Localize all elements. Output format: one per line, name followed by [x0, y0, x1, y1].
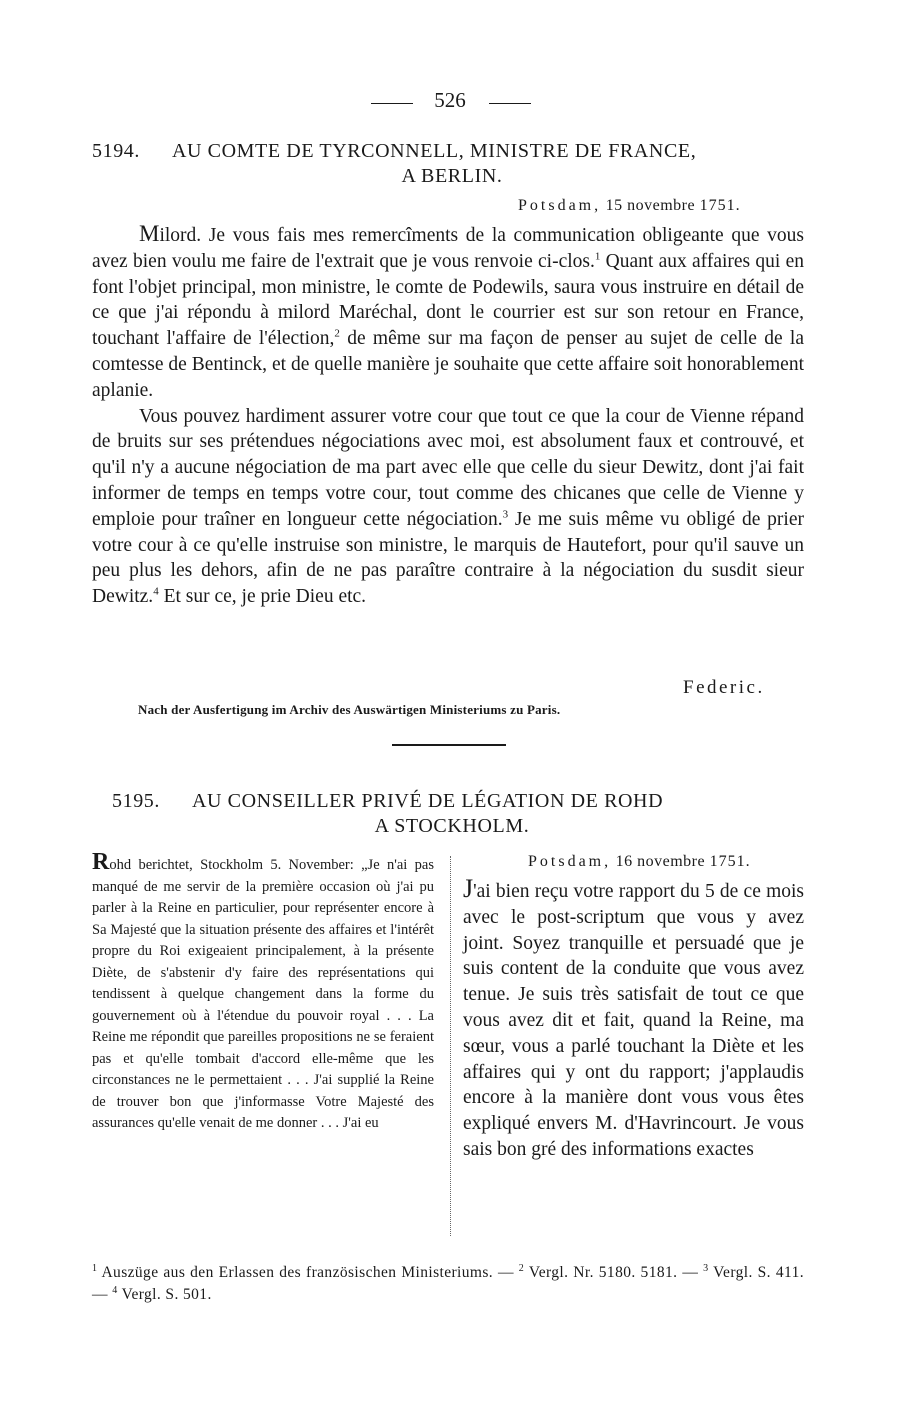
footnotes — [92, 1262, 804, 1306]
footnote-marker: 3 — [703, 1262, 709, 1274]
footnote-ref[interactable]: 3 — [502, 508, 509, 521]
reply-text: 'ai bien reçu votre rapport du 5 de ce mois avec le post-scriptum que vous y avez joint. Soyez tranquille et persuadé que je suis content de la conduite que vous avez tenue. Je suis très satisfait de tout ce que vous avez dit et fait, quand la Reine, ma sœur, vous a parlé touchant la Diète et les affaires qui y ont du rapport; j'applaudis encore à la manière dont vous vous êtes expliqué envers M. d'Havrincourt. Je vous sais bon gré des informations exactes — [463, 881, 804, 1160]
initial-letter: J — [463, 874, 474, 903]
reply-column — [463, 876, 804, 1163]
paragraph-text: Je me suis même vu obligé de prier votre cour à ce qu'elle instruise son ministre, le marquis de Hautefort, pour qu'il sauve un peu plus les dehors, afin de ne pas paraître contraire à la négociation du susdit sieur Dewitz. — [92, 508, 804, 608]
letter-number: 5194. — [92, 140, 140, 162]
footnote-text: Vergl. S. 411. — — [92, 1264, 804, 1303]
dateline-date: 16 novembre — [615, 853, 706, 870]
page-number: 526 — [434, 88, 466, 112]
dateline-year: 1751. — [699, 197, 741, 214]
letter-title-line2: A STOCKHOLM. — [374, 815, 530, 837]
letter-5194-dateline — [518, 197, 741, 215]
dateline-place: Potsdam, — [528, 853, 612, 870]
header-dash-right — [489, 103, 531, 104]
paragraph-text: ilord. Je vous fais mes remercîments de la communication obligeante que vous avez bien voulu me faire de l'extrait que je vous renvoie ci-clos. — [92, 225, 804, 272]
paragraph-2 — [92, 404, 804, 610]
footnote-text: Vergl. Nr. 5180. 5181. — — [524, 1264, 704, 1281]
footnote-marker: 4 — [112, 1284, 118, 1296]
letter-title-line1: AU COMTE DE TYRCONNELL, MINISTRE DE FRANCE, — [172, 140, 697, 162]
paragraph-text: Et sur ce, je prie Dieu etc. — [158, 586, 367, 608]
section-divider — [392, 744, 506, 746]
footnote-marker: 2 — [518, 1262, 525, 1274]
letter-title-line1: AU CONSEILLER PRIVÉ DE LÉGATION DE ROHD — [192, 790, 664, 812]
initial-letter: R — [92, 849, 110, 875]
footnote-marker: 1 — [92, 1262, 98, 1274]
letter-5194-body — [92, 221, 804, 610]
letter-number: 5195. — [112, 790, 160, 812]
source-note: Nach der Ausfertigung im Archiv des Auswärtigen Ministeriums zu Paris. — [138, 702, 561, 717]
dateline-place: Potsdam, — [518, 197, 602, 214]
report-summary-column — [92, 849, 434, 1135]
header-dash-left — [371, 103, 413, 104]
footnote-ref[interactable]: 2 — [334, 327, 340, 340]
column-divider — [450, 856, 451, 1236]
dateline-date: 15 novembre — [605, 197, 696, 214]
paragraph-text: Vous pouvez hardiment assurer votre cour que tout ce que la cour de Vienne répand de bruits sur ses prétendues négociations avec moi, est absolument faux et controuvé, et qu'il n'y a aucune négociation de ma part avec elle que celle du sieur Dewitz, dont j'ai fait informer de temps en temps votre cour, tout comme des chicanes que celle de Vienne y emploie pour traîner en longueur cette négociation. — [92, 405, 804, 530]
paragraph-text: Quant aux affaires qui en font l'objet principal, mon ministre, le comte de Podewils, saura vous instruire en détail de ce que j'ai répondu à milord Maréchal, dont le courrier est sur son retour en France, touchant l'affaire de l'élection, — [92, 250, 805, 350]
letter-title-line2: A BERLIN. — [401, 165, 503, 187]
dateline-year: 1751. — [709, 853, 751, 870]
footnote-text: Vergl. S. 501. — [117, 1286, 212, 1303]
footnote-ref[interactable]: 4 — [153, 585, 159, 598]
letter-5195-dateline — [528, 853, 751, 871]
page-header — [0, 88, 900, 118]
footnote-text: Auszüge aus den Erlassen des französischen Ministeriums. — — [97, 1264, 519, 1281]
footnote-ref[interactable]: 1 — [594, 250, 601, 263]
report-summary-text: ohd berichtet, Stockholm 5. November: „Je n'ai pas manqué de me servir de la première occasion où j'ai pu parler à la Reine en particulier, pour représenter encore à Sa Majesté que la situation présente des affaires et l'intérêt propre du Roi exigeaient principalement, à la présente Diète, de s'abstenir d'y faire des représentations qui tendissent à quelque changement dans la forme du gouvernement où à l'étendue du pouvoir royal . . . La Reine me répondit que pareilles propositions ne se feraient pas et qu'elle tombait d'accord elle-même que les circonstances ne le permettaient . . . J'ai supplié la Reine de trouver bon que j'informasse Votre Majesté des assurances qu'elle venait de me donner . . . J'ai eu — [92, 857, 434, 1131]
paragraph-1 — [92, 221, 804, 404]
initial-letter: M — [139, 221, 160, 246]
signature: Federic. — [683, 677, 765, 698]
paragraph-text: de même sur ma façon de penser au sujet de celle de la comtesse de Bentinck, et de quelle manière je souhaite que cette affaire soit honorablement aplanie. — [92, 328, 804, 401]
